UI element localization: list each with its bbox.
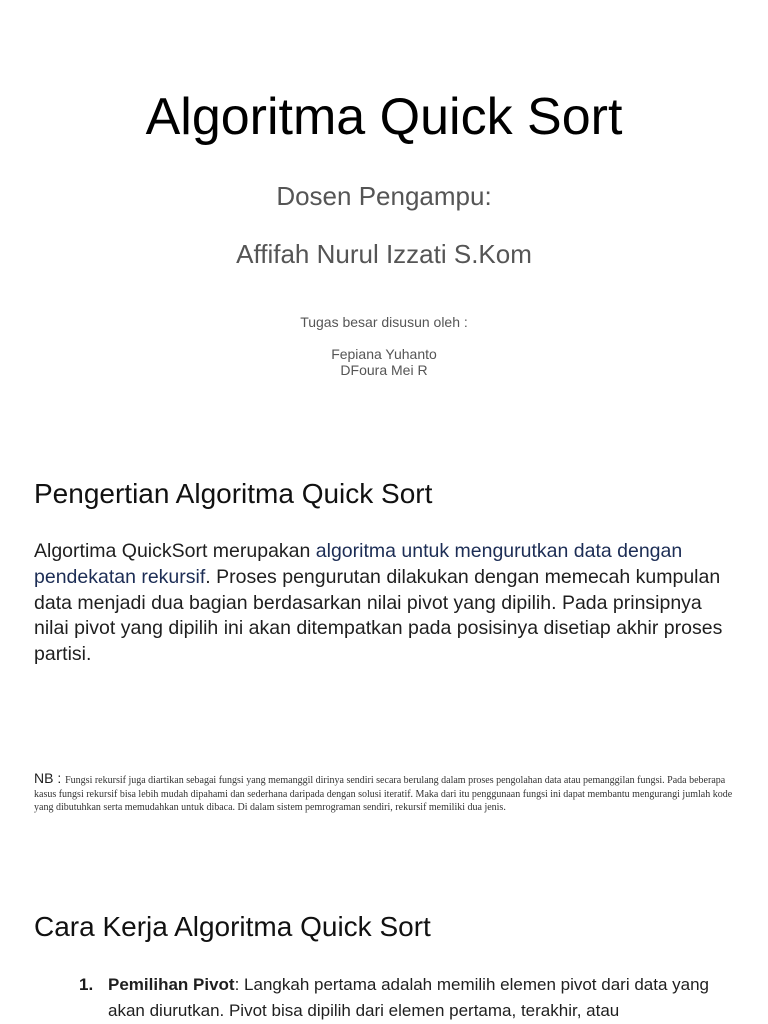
author-credits [0, 314, 768, 378]
steps-list [34, 972, 734, 1024]
document-title: Algoritma Quick Sort [145, 88, 623, 146]
author-name: DFoura Mei R [340, 362, 428, 378]
section-heading-pengertian: Pengertian Algoritma Quick Sort [34, 478, 433, 509]
author-name: Fepiana Yuhanto [331, 346, 437, 362]
nb-note [34, 772, 734, 815]
paragraph-text: Algortima QuickSort merupakan [34, 540, 316, 562]
section-heading-cara-kerja: Cara Kerja Algoritma Quick Sort [34, 911, 431, 942]
nb-label: NB : [34, 770, 66, 786]
paragraph-text: . Proses pengurutan dilakukan dengan memecah kumpulan data menjadi dua bagian berdasarkan nilai pivot yang dipilih. Pada prinsipnya nilai pivot yang dipilih ini akan ditempatkan pada posisinya disetiap akhir proses partisi. [34, 565, 723, 666]
pengertian-paragraph [34, 539, 734, 668]
dosen-label: Dosen Pengampu: [276, 181, 492, 211]
step-text [108, 975, 709, 1020]
step-term: Pemilihan Pivot [108, 975, 235, 994]
made-by-label: Tugas besar disusun oleh : [300, 314, 468, 330]
list-item [34, 972, 734, 1024]
step-number: 1. [79, 975, 94, 994]
dosen-name: Affifah Nurul Izzati S.Kom [236, 239, 532, 269]
highlighted-phrase: algoritma untuk mengurutkan data dengan pendekatan rekursif [34, 540, 683, 588]
step-description: : Langkah pertama adalah memilih elemen pivot dari data yang akan diurutkan. Pivot bisa dipilih dari elemen pertama, terakhir, atau [108, 975, 709, 1020]
nb-text: Fungsi rekursif juga diartikan sebagai fungsi yang memanggil dirinya sendiri secara berulang dalam proses pengolahan data atau pemanggilan fungsi. Pada beberapa kasus fungsi rekursif bisa lebih mudah dipahami dan sederhana daripada dengan solusi iteratif. Maka dari itu penggunaan fungsi ini dapat membantu mengurangi jumlah kode yang dibutuhkan serta memudahkan untuk dibaca. Di dalam sistem pemrograman sendiri, rekursif memiliki dua jenis. [34, 775, 733, 813]
